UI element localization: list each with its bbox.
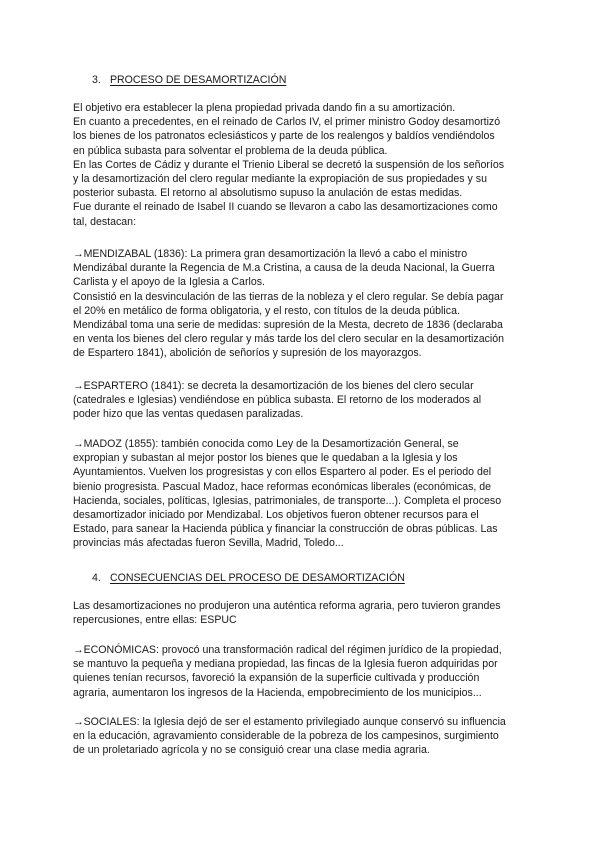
text-line: Carlista y el apoyo de la Iglesia a Carlos. (73, 276, 265, 289)
text-line: Mendizábal durante la Regencia de M.a Cristina, a causa de la deuda Nacional, la Guerra (73, 262, 495, 275)
text-line: el 20% en metálico de forma obligatoria, y el resto, con títulos de la deuda pública. (73, 304, 460, 317)
section-3-heading (92, 73, 286, 87)
text-line: Ayuntamientos. Vuelven los progresistas y con ellos Espartero al poder. Es el periodo del (73, 466, 492, 479)
section-4-intro (73, 599, 535, 627)
text-line: en venta los bienes del clero regular y más tarde los del clero secular en la desamortización (73, 333, 505, 346)
text-line: los bienes de los patronatos eclesiásticos y parte de los realengos y baldíos vendiéndolos (73, 130, 495, 143)
section-4-heading (92, 571, 405, 585)
text-line: y la desamortización del clero regular mediante la expropiación de sus propiedades y su (73, 173, 487, 186)
text-line: se mantuvo la pequeña y mediana propiedad, las fincas de la Iglesia fueron adquiridas por (73, 658, 498, 671)
madoz-paragraph (73, 437, 535, 551)
text-line: Las desamortizaciones no produjeron una auténtica reforma agraria, pero tuvieron grandes (73, 600, 501, 612)
text-line: agraria, aumentaron los ingresos de la Hacienda, empobrecimiento de los municipios... (73, 686, 482, 699)
text-line: En las Cortes de Cádiz y durante el Trienio Liberal se decretó la suspensión de los señoríos (73, 158, 505, 171)
text-line: El objetivo era establecer la plena propiedad privada dando fin a su amortización. (73, 102, 456, 114)
text-line: en la educación, agravamiento considerable de la pobreza de los campesinos, surgimiento (73, 730, 499, 743)
text-line: (catedrales e Iglesias) vendiéndose en pública subasta. El retorno de los moderados al (73, 394, 482, 407)
economicas-paragraph (73, 643, 535, 700)
text-line: Mendizábal toma una serie de medidas: supresión de la Mesta, decreto de 1836 (declaraba (73, 319, 503, 332)
espartero-paragraph (73, 379, 535, 422)
section-4-number: 4. (92, 572, 101, 584)
mendizabal-paragraph (73, 247, 535, 361)
text-line: de Espartero 1841), abolición de señoríos y supresión de los mayorazgos. (73, 347, 422, 360)
text-line: desamortizador iniciado por Mendizabal. Los objetivos fueron obtener recursos para el (73, 509, 479, 522)
text-line: →ECONÓMICAS: provocó una transformación radical del régimen jurídico de la propiedad, (73, 644, 502, 656)
text-line: Fue durante el reinado de Isabel II cuando se llevaron a cabo las desamortizaciones como (73, 201, 498, 214)
text-line: →MENDIZABAL (1836): La primera gran desamortización la llevó a cabo el ministro (73, 248, 468, 260)
text-line: Estado, para sanear la Hacienda pública y financiar la construcción de obras públicas. Las (73, 523, 498, 536)
text-line: bienio progresista. Pascual Madoz, hace reformas económicas liberales (económicas, de (73, 480, 492, 493)
sociales-paragraph (73, 715, 535, 758)
text-line: →ESPARTERO (1841): se decreta la desamortización de los bienes del clero secular (73, 380, 474, 392)
text-line: tal, destacan: (73, 215, 137, 228)
text-line: posterior subasta. El retorno al absolutismo supuso la anulación de estas medidas. (73, 187, 463, 200)
text-line: quienes tenían recursos, favoreció la expansión de la superficie cultivada y producción (73, 672, 480, 685)
section-4-title: CONSECUENCIAS DEL PROCESO DE DESAMORTIZACIÓN (109, 572, 405, 584)
text-line: →MADOZ (1855): también conocida como Ley de la Desamortización General, se (73, 438, 459, 450)
text-line: en pública subasta para solventar el problema de la deuda pública. (73, 144, 388, 157)
text-line: →SOCIALES: la Iglesia dejó de ser el estamento privilegiado aunque conservó su influencia (73, 716, 506, 728)
text-line: poder hizo que las ventas quedasen paralizadas. (73, 408, 304, 421)
text-line: Consistió en la desvinculación de las tierras de la nobleza y el clero regular. Se debía pagar (73, 290, 504, 303)
text-line: repercusiones, entre ellas: ESPUC (73, 614, 237, 627)
section-3-title: PROCESO DE DESAMORTIZACIÓN (109, 74, 287, 86)
text-line: expropian y subastan al mejor postor los bienes que le quedaban a la Iglesia y los (73, 452, 458, 465)
text-line: Hacienda, sociales, políticas, Iglesias, patrimoniales, de transporte...). Completa el proceso (73, 494, 502, 507)
section-3-intro (73, 101, 535, 229)
text-line: En cuanto a precedentes, en el reinado de Carlos IV, el primer ministro Godoy desamortizó (73, 116, 501, 129)
text-line: provincias más afectadas fueron Sevilla, Madrid, Toledo... (73, 537, 344, 550)
text-line: de un proletariado agrícola y no se consiguió crear una clase media agraria. (73, 744, 430, 757)
section-3-number: 3. (92, 74, 101, 86)
